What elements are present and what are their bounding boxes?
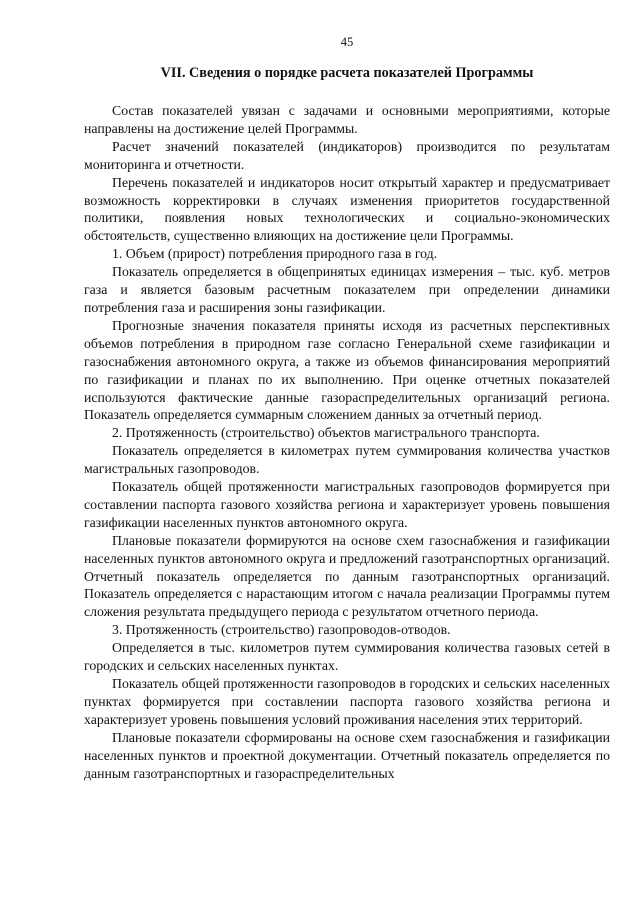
paragraph: Показатель определяется в общепринятых единицах измерения – тыс. куб. метров газа и является базовым расчетным показателем при определении динамики потребления газа и расширения зоны газификации. <box>84 264 610 315</box>
paragraph: 3. Протяженность (строительство) газопроводов-отводов. <box>112 622 451 638</box>
paragraph: Прогнозные значения показателя приняты исходя из расчетных перспективных объемов потребления в природном газе согласно Генеральной схеме газификации и газоснабжения автономного округа, а также из объемов финансирования мероприятий по газификации и планах по их выполнению. При оценке отчетных показателей используются фактические данные газораспределительных организаций региона. Показатель определяется суммарным сложением данных за отчетный период. <box>84 317 610 423</box>
section-heading: VII. Сведения о порядке расчета показателей Программы <box>160 65 534 81</box>
paragraph: Показатель определяется в километрах путем суммирования количества участков магистральных газопроводов. <box>84 443 610 477</box>
page-number: 45 <box>340 35 354 49</box>
paragraph: Расчет значений показателей (индикаторов) производится по результатам мониторинга и отчетности. <box>84 138 610 172</box>
paragraph: Показатель общей протяженности газопроводов в городских и сельских населенных пунктах формируется при составлении паспорта газового хозяйства региона и характеризует уровень повышения условий проживания населения этих территорий. <box>84 676 610 727</box>
body-text <box>84 102 610 782</box>
paragraph: 1. Объем (прирост) потребления природного газа в год. <box>112 246 438 262</box>
paragraph: Показатель общей протяженности магистральных газопроводов формируется при составлении паспорта газового хозяйства региона и характеризует уровень повышения газификации населенных пунктов автономного округа. <box>84 479 610 530</box>
paragraph: 2. Протяженность (строительство) объектов магистрального транспорта. <box>112 425 540 441</box>
paragraph: Определяется в тыс. километров путем суммирования количества газовых сетей в городских и сельских населенных пунктах. <box>84 640 610 674</box>
paragraph: Перечень показателей и индикаторов носит открытый характер и предусматривает возможность корректировки в случаях изменения приоритетов государственной политики, появления новых технологических и социально-экономических обстоятельств, существенно влияющих на достижение цели Программы. <box>84 174 610 244</box>
paragraph: Плановые показатели формируются на основе схем газоснабжения и газификации населенных пунктов автономного округа и предложений газотранспортных организаций. Отчетный показатель определяется по данным газотранспортных организаций. Показатель определяется с нарастающим итогом с начала реализации Программы путем сложения результата предыдущего периода с результатом отчетного периода. <box>84 532 610 620</box>
paragraph: Состав показателей увязан с задачами и основными мероприятиями, которые направлены на достижение целей Программы. <box>84 103 610 136</box>
paragraph: Плановые показатели сформированы на основе схем газоснабжения и газификации населенных пунктов и проектной документации. Отчетный показатель определяется по данным газотранспортных и газораспределительных <box>84 729 610 781</box>
